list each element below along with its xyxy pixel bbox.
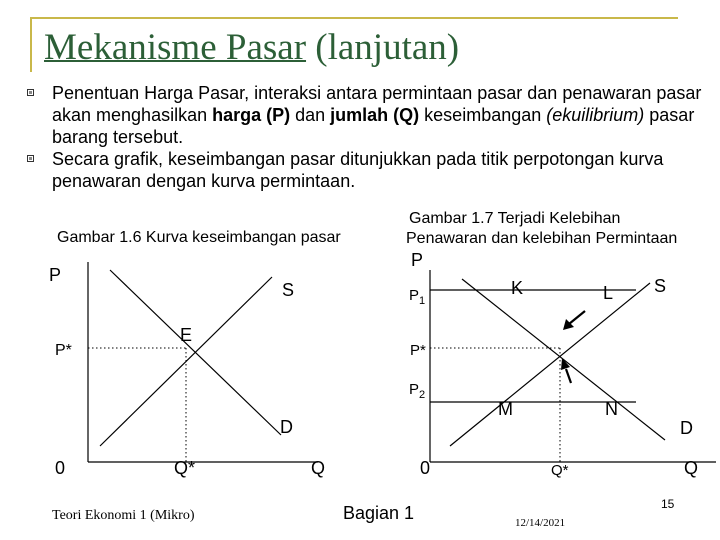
arrow-down-left-icon <box>569 311 585 324</box>
right-qstar-label: Q* <box>551 462 569 479</box>
left-demand-label: D <box>280 417 293 437</box>
bold-jumlah: jumlah (Q) <box>330 105 420 125</box>
right-p1-label <box>409 287 425 307</box>
bullet-text: Secara grafik, keseimbangan pasar ditunjukkan pada titik perpotongan kurva penawaran dengan kurva permintaan. <box>52 149 664 191</box>
right-p2-letter: P <box>409 381 420 398</box>
right-l-label: L <box>603 283 614 303</box>
right-supply-label: S <box>654 276 667 296</box>
right-p1-subscript: 1 <box>419 295 426 307</box>
footer-page-number: 15 <box>661 497 675 511</box>
right-x-label: Q <box>684 458 699 478</box>
left-caption: Gambar 1.6 Kurva keseimbangan pasar <box>57 229 341 246</box>
bullet-text: pasar barang tersebut. <box>52 105 695 147</box>
bullet-text: Penentuan Harga Pasar, interaksi antara permintaan pasar dan penawaran pasar akan menghasilkan <box>52 83 702 125</box>
right-pstar-label: P* <box>410 342 426 359</box>
footer-course: Teori Ekonomi 1 (Mikro) <box>52 508 195 523</box>
title-rest: (lanjutan) <box>306 27 460 68</box>
right-m-label: M <box>498 399 513 419</box>
right-n-label: N <box>605 399 618 419</box>
italic-ekuilibrium: (ekuilibrium) <box>546 105 645 125</box>
right-demand-curve <box>462 279 665 440</box>
left-origin-label: 0 <box>55 458 66 478</box>
footer-section: Bagian 1 <box>343 503 415 523</box>
right-caption-line1: Gambar 1.7 Terjadi Kelebihan <box>409 210 621 227</box>
left-x-label: Q <box>311 458 326 478</box>
title-main: Mekanisme Pasar <box>44 27 307 68</box>
bullet-text: keseimbangan <box>419 105 547 125</box>
right-supply-curve <box>450 283 650 446</box>
arrow-up-icon <box>566 369 571 383</box>
left-supply-label: S <box>282 280 295 300</box>
right-caption-line2: Penawaran dan kelebihan Permintaan <box>406 230 678 247</box>
right-p2-subscript: 2 <box>419 389 426 401</box>
footer-date: 12/14/2021 <box>515 517 566 529</box>
bullet-text: dan <box>290 105 331 125</box>
right-k-label: K <box>511 278 524 298</box>
right-p1-letter: P <box>409 287 420 304</box>
right-p2-label <box>409 381 425 401</box>
right-demand-label: D <box>680 418 693 438</box>
bold-harga: harga (P) <box>212 105 291 125</box>
right-y-label: P <box>411 250 424 270</box>
left-pstar-label: P* <box>55 342 72 359</box>
left-qstar-label: Q* <box>174 458 196 478</box>
right-origin-label: 0 <box>420 458 431 478</box>
left-y-label: P <box>49 265 62 285</box>
left-equilibrium-label: E <box>180 325 193 345</box>
